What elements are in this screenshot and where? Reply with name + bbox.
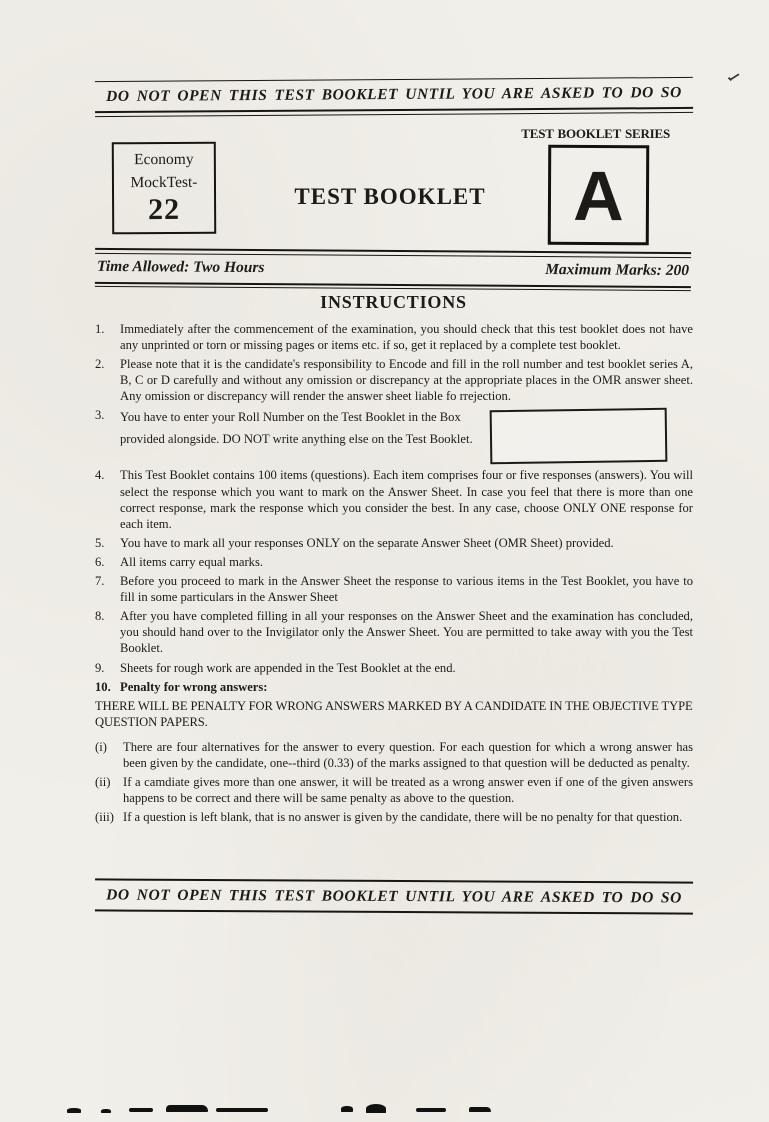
item-text: You have to mark all your responses ONLY on the separate Answer Sheet (OMR Sheet) provided. (120, 535, 614, 550)
item-text: If a question is left blank, that is no answer is given by the candidate, there will be no penalty for that question. (123, 810, 683, 825)
item-text: Sheets for rough work are appended in the Test Booklet at the end. (120, 660, 456, 675)
instruction-item-3 (95, 407, 693, 463)
item-text: After you have completed filling in all your responses on the Answer Sheet and the examination has concluded, you should hand over to the Invigilator only the Answer Sheet. You are permitted to take away with you the Test Booklet. (120, 609, 693, 656)
penalty-sub-item-i (95, 739, 693, 771)
instruction-item-4 (95, 467, 693, 531)
item-number: 1. (95, 322, 105, 336)
item-number: 7. (95, 574, 105, 589)
item-number: 3. (95, 408, 105, 423)
pen-mark-artifact (728, 72, 741, 81)
instructions-list (95, 321, 693, 828)
item-number: 8. (95, 609, 105, 624)
time-marks-bar (95, 248, 691, 291)
penalty-statement: THERE WILL BE PENALTY FOR WRONG ANSWERS MARKED BY A CANDIDATE IN THE OBJECTIVE TYPE QUESTION PAPERS. (95, 698, 693, 730)
top-warning-text: DO NOT OPEN THIS TEST BOOKLET UNTIL YOU ARE ASKED TO DO SO (106, 83, 682, 106)
item-number: (ii) (95, 774, 111, 789)
instructions-heading: INSTRUCTIONS (320, 292, 467, 312)
instruction-item-10 (95, 679, 693, 695)
item-text: If a camdiate gives more than one answer, it will be treated as a wrong answer even if one of the given answers happens to be correct and there will be same penalty as above to the question. (123, 774, 693, 805)
booklet-number: 22 (148, 192, 181, 227)
maximum-marks-label: Maximum Marks: 200 (545, 260, 690, 279)
booklet-mock-label: MockTest- (130, 173, 198, 192)
item-text: This Test Booklet contains 100 items (questions). Each item comprises four or five responses (answers). You will select the response which you want to mark on the Answer Sheet. In case you feel that there is more than one correct response, mark the response which you consider the best. In any case, choose ONLY ONE response for each item. (120, 468, 693, 531)
item-text: Before you proceed to mark in the Answer Sheet the response to various items in the Test Booklet, you have to fill in some particulars in the Answer Sheet (120, 574, 693, 605)
item-number: 5. (95, 535, 105, 550)
instruction-item-6 (95, 554, 693, 570)
item-number: 2. (95, 357, 105, 372)
instruction-item-7 (95, 573, 693, 605)
item-number: (i) (95, 739, 107, 754)
instruction-item-5 (95, 535, 693, 551)
instruction-item-2 (95, 356, 693, 404)
item-text: All items carry equal marks. (120, 554, 264, 569)
booklet-subject: Economy (134, 150, 194, 169)
bottom-warning-text: DO NOT OPEN THIS TEST BOOKLET UNTIL YOU ARE ASKED TO DO SO (106, 886, 682, 907)
series-letter-box (548, 145, 650, 246)
item-text: There are four alternatives for the answer to every question. For each question for which a wrong answer has been given by the candidate, one--third (0.33) of the marks assigned to that question will be deducted as penalty. (123, 739, 693, 770)
instruction-item-1 (95, 321, 693, 353)
test-booklet-series-label: TEST BOOKLET SERIES (521, 126, 670, 141)
item-number: (iii) (95, 810, 114, 825)
item-text: Penalty for wrong answers: (120, 679, 268, 694)
series-letter: A (573, 156, 624, 236)
page-title: TEST BOOKLET (294, 184, 486, 209)
item-text: You have to enter your Roll Number on the Test Booklet in the Box provided alongside. DO NOT write anything else on the Test Booklet. (120, 410, 473, 446)
item-number: 4. (95, 468, 105, 483)
roll-number-box (490, 408, 668, 464)
penalty-sub-item-iii (95, 809, 693, 825)
time-allowed-label: Time Allowed: Two Hours (96, 257, 265, 276)
item-number: 9. (95, 660, 105, 675)
booklet-subject-box (112, 142, 216, 235)
item-number: 6. (95, 554, 105, 569)
penalty-sub-item-ii (95, 774, 693, 806)
instruction-item-9 (95, 660, 693, 676)
instruction-item-8 (95, 608, 693, 656)
top-warning-banner (95, 77, 693, 117)
item-text: Immediately after the commencement of the examination, you should check that this test booklet does not have any unprinted or torn or missing pages or items etc. if so, get it replaced by a complete test booklet. (120, 322, 693, 353)
item-number: 10. (95, 679, 111, 694)
item-text: Please note that it is the candidate's responsibility to Encode and fill in the roll number and test booklet series A, B, C or D carefully and without any omission or discrepancy at the appropriate places in the OMR answer sheet. Any omission or discrepancy will render the answer sheet liable fo rrejection. (120, 357, 693, 404)
bottom-warning-banner (95, 878, 693, 915)
